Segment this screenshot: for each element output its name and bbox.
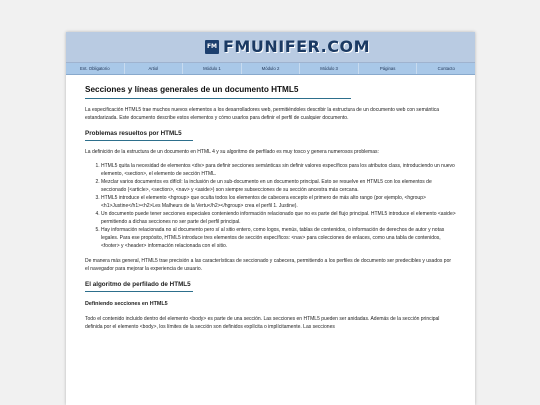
- section-paragraph: Todo el contenido incluido dentro del elemento <body> es parte de una sección. Las secciones en HTML5 pueden ser anidadas. Además de la sección principal definida por el elemento <body>, los límites de la sección son definidos explícita o implícitamente. Las secciones: [85, 316, 440, 330]
- logo-text: FMUNIFER.COM: [223, 37, 371, 56]
- list-item: 3. HTML5 introduce el elemento <hgroup> que oculta todos los elementos de cabecera excepto el primero de más alto rango (por ejemplo, <hgroup><h1>Justine</h1><h2>Les Malheurs de la Vertu</h2></hgroup> crea el perfil 1. Justine).: [101, 194, 456, 210]
- list-item: 1. HTML5 quita la necesidad de elementos <div> para definir secciones semánticas sin definir valores específicos para los atributos class, introduciendo un nuevo elemento, <section>, el elemento de sección HTML.: [101, 162, 456, 178]
- section-paragraph: La definición de la estructura de un documento en HTML 4 y su algoritmo de perfilado es muy tosco y genera numerosos problemas:: [85, 149, 379, 155]
- nav-item-modulo-1[interactable]: Módulo 1: [183, 63, 242, 74]
- problems-list: [85, 162, 456, 250]
- title-divider: [85, 98, 351, 99]
- list-item: 5. Hay información relacionada no al documento pero sí al sitio entero, como logos, menús, tablas de contenidos, o información de derechos de autor y notas legales. Para ese propósito, HTML5 introduce tres elementos de sección específicos: <nav> para colecciones de enlaces, como una tabla de contenidos, <footer> y <header> información relacionada con el sitio.: [101, 226, 456, 250]
- site-header: [66, 32, 475, 63]
- main-nav: [66, 63, 475, 75]
- section-heading-algorithm: El algoritmo de perfilado de HTML5: [85, 281, 191, 288]
- article-content: [66, 75, 475, 331]
- section-heading-problems: Problemas resueltos por HTML5: [85, 130, 182, 137]
- page: [66, 32, 475, 405]
- list-item: 2. Mezclar varios documentos es difícil: la inclusión de un sub-documento en un documento principal. Esto se resuelve en HTML5 con los elementos de seccionado (<article>, <section>, <nav> y <aside>) son siempre subsecciones de su sección ancestra más cercana.: [101, 178, 456, 194]
- page-title: Secciones y líneas generales de un documento HTML5: [85, 85, 299, 94]
- list-item: 4. Un documento puede tener secciones especiales conteniendo información relacionado que no es parte del flujo principal. HTML5 introduce el elemento <aside> permitiendo a dichas secciones no ser parte del perfil principal.: [101, 210, 456, 226]
- nav-item-articulo[interactable]: Artiol: [125, 63, 184, 74]
- nav-item-modulo-3[interactable]: Módulo 3: [300, 63, 359, 74]
- section-divider: [85, 140, 193, 141]
- nav-item-obligatorio[interactable]: Ent. Obligatorio: [66, 63, 125, 74]
- intro-paragraph: La especificación HTML5 trae muchos nuevos elementos a los desarrolladores web, permitiéndoles describir la estructura de un documento web con semántica estandarizada. Este documento describe estos elementos y cómo usarlos para definir el perfil de cualquier documento.: [85, 107, 440, 121]
- subsection-heading: Definiendo secciones en HTML5: [85, 301, 168, 307]
- section-paragraph: De manera más general, HTML5 trae precisión a las características de seccionado y cabecera, permitiendo a los perfiles de documento ser predecibles y usados por el navegador para mejorar la experiencia de usuario.: [85, 258, 452, 272]
- nav-item-contacto[interactable]: Contacto: [437, 66, 455, 71]
- nav-item-modulo-2[interactable]: Módulo 2: [242, 63, 301, 74]
- section-divider: [85, 291, 193, 292]
- site-logo[interactable]: [205, 37, 370, 56]
- nav-item-paginas[interactable]: Páginas: [359, 63, 418, 74]
- logo-icon: FM: [205, 40, 219, 54]
